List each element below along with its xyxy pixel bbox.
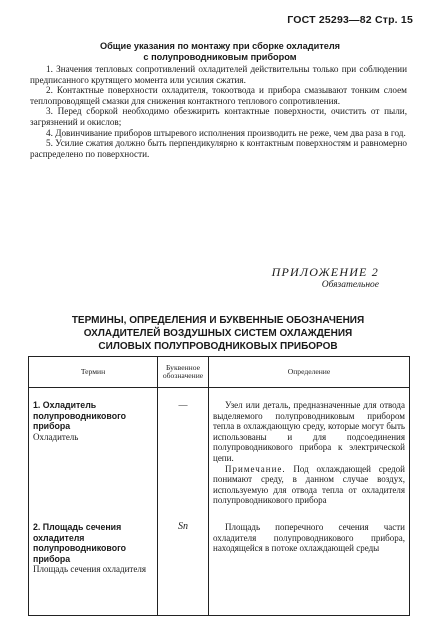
- annex-title-line1: ТЕРМИНЫ, ОПРЕДЕЛЕНИЯ И БУКВЕННЫЕ ОБОЗНАЧЕНИЯ: [71, 315, 365, 326]
- term-name: 1. Охладитель полупроводникового прибора: [33, 400, 126, 432]
- page-header: ГОСТ 25293—82 Стр. 15: [287, 14, 413, 26]
- table-header-row: [29, 357, 410, 388]
- term-name: 2. Площадь сечения охладителя полупроводникового прибора: [33, 521, 126, 564]
- appendix-label: [272, 265, 379, 291]
- header-term: Термин: [29, 357, 158, 388]
- terms-table: [28, 356, 410, 616]
- definition-text: Узел или деталь, предназначенные для отвода выделяемого полупроводниковым прибором тепла в охлаждающую среду, которые могут быть использованы и для подсоединения полупроводникового прибора к электрической цепи.: [213, 400, 405, 463]
- annex-title-line2: ОХЛАДИТЕЛЕЙ ВОЗДУШНЫХ СИСТЕМ ОХЛАЖДЕНИЯ: [83, 328, 353, 339]
- header-definition: Определение: [209, 357, 410, 388]
- term-alt: Площадь сечения охладителя: [33, 564, 146, 575]
- section-title-line2: с полупроводниковым прибором: [143, 52, 297, 62]
- annex-title: [28, 314, 408, 353]
- section-title: [60, 41, 380, 63]
- paragraph-2: 2. Контактные поверхности охладителя, токоотвода и прибора смазывают тонким слоем теплопроводящей смазки для снижения контактного теплового сопротивления.: [30, 85, 407, 106]
- term-cell: [29, 388, 158, 508]
- section-title-line1: Общие указания по монтажу при сборке охладителя: [99, 41, 341, 51]
- annex-title-line3: СИЛОВЫХ ПОЛУПРОВОДНИКОВЫХ ПРИБОРОВ: [98, 341, 338, 352]
- paragraph-3: 3. Перед сборкой необходимо обезжирить контактные поверхности, очистить от пыли, загрязнений и окислов;: [30, 106, 407, 127]
- paragraph-1: 1. Значения тепловых сопротивлений охладителей действительны только при соблюдении предписанного крутящего момента или усилия сжатия.: [30, 64, 407, 85]
- table-row: [29, 388, 410, 508]
- definition-cell: [209, 508, 410, 615]
- term-alt: Охладитель: [33, 431, 79, 442]
- paragraph-4: 4. Довинчивание приборов штыревого исполнения производить не реже, чем два раза в год.: [46, 127, 406, 138]
- note-text: Под охлаждающей средой понимают среду, в данном случае воздух, используемую для отвода тепла от охладителя полупроводникового прибора: [213, 463, 405, 506]
- appendix-number: ПРИЛОЖЕНИЕ 2: [271, 265, 379, 279]
- note-heading: Примечание.: [225, 463, 286, 474]
- note-paragraph: [213, 464, 405, 506]
- symbol-cell: Sп: [158, 508, 209, 615]
- instructions: [30, 64, 407, 159]
- definition-cell: [209, 388, 410, 508]
- appendix-status: Обязательное: [321, 280, 379, 290]
- paragraph-5: 5. Усилие сжатия должно быть перпендикулярно к контактным поверхностям и равномерно распределено по поверхности.: [30, 138, 407, 159]
- term-cell: [29, 508, 158, 615]
- definition-text: Площадь поперечного сечения части охладителя полупроводникового прибора, находящейся в потоке охлаждающей среды: [213, 521, 405, 554]
- header-symbol: Буквенное обозначение: [158, 357, 209, 388]
- symbol-cell: —: [158, 388, 209, 508]
- table-row: [29, 508, 410, 615]
